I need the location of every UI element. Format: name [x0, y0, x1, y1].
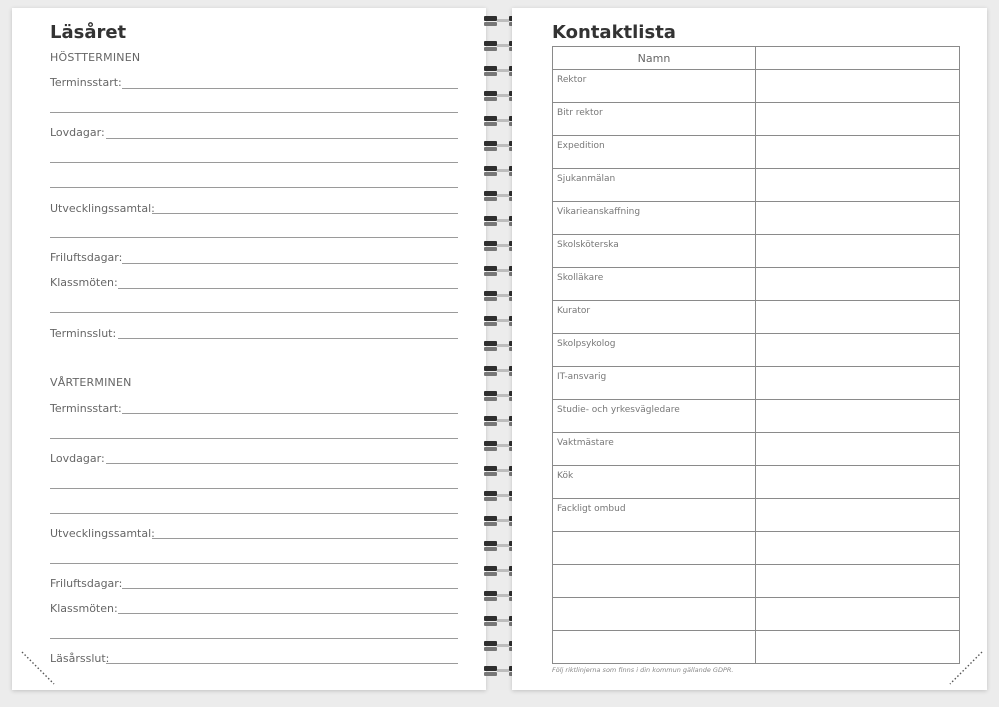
table-row: [553, 433, 960, 466]
contact-role-cell: Vaktmästare: [553, 433, 756, 466]
autumn-development-talks-line[interactable]: [152, 213, 458, 214]
page-title: Läsåret: [50, 22, 127, 43]
contact-value-cell[interactable]: [756, 532, 960, 565]
contact-role-cell: Fackligt ombud: [553, 499, 756, 532]
contact-value-cell[interactable]: [756, 202, 960, 235]
spring-term-start-label: Terminsstart:: [50, 402, 122, 415]
autumn-term-start-label: Terminsstart:: [50, 76, 122, 89]
spring-development-talks-line[interactable]: [152, 538, 458, 539]
contact-value-cell[interactable]: [756, 433, 960, 466]
contact-role-cell: Kök: [553, 466, 756, 499]
contact-value-cell[interactable]: [756, 136, 960, 169]
autumn-holidays-label: Lovdagar:: [50, 126, 105, 139]
table-row: [553, 70, 960, 103]
autumn-development-talks-label: Utvecklingssamtal:: [50, 202, 155, 215]
right-page: [512, 8, 987, 690]
contact-role-cell: [553, 598, 756, 631]
table-row: [553, 400, 960, 433]
spring-holidays-line[interactable]: [106, 463, 458, 464]
contact-value-cell[interactable]: [756, 466, 960, 499]
writing-line[interactable]: [50, 162, 458, 163]
table-row: [553, 268, 960, 301]
spring-outdoor-days-line[interactable]: [122, 588, 458, 589]
column-header-blank: [756, 47, 960, 70]
contact-role-cell: Skolläkare: [553, 268, 756, 301]
contact-value-cell[interactable]: [756, 400, 960, 433]
writing-line[interactable]: [50, 312, 458, 313]
writing-line[interactable]: [50, 438, 458, 439]
writing-line[interactable]: [50, 488, 458, 489]
table-row: [553, 631, 960, 664]
contact-role-cell: IT-ansvarig: [553, 367, 756, 400]
writing-line[interactable]: [50, 237, 458, 238]
table-row: [553, 499, 960, 532]
page-title: Kontaktlista: [552, 22, 676, 43]
contact-value-cell[interactable]: [756, 598, 960, 631]
table-row: [553, 565, 960, 598]
spring-class-meetings-line[interactable]: [118, 613, 458, 614]
spring-class-meetings-label: Klassmöten:: [50, 602, 118, 615]
table-row: [553, 598, 960, 631]
contact-value-cell[interactable]: [756, 169, 960, 202]
autumn-heading: HÖSTTERMINEN: [50, 51, 141, 64]
contact-value-cell[interactable]: [756, 499, 960, 532]
contact-role-cell: Sjukanmälan: [553, 169, 756, 202]
spring-term-start-line[interactable]: [122, 413, 458, 414]
spring-development-talks-label: Utvecklingssamtal:: [50, 527, 155, 540]
contact-value-cell[interactable]: [756, 631, 960, 664]
contact-value-cell[interactable]: [756, 301, 960, 334]
contact-role-cell: Bitr rektor: [553, 103, 756, 136]
spring-holidays-label: Lovdagar:: [50, 452, 105, 465]
contact-role-cell: Vikarieanskaffning: [553, 202, 756, 235]
contact-role-cell: Studie- och yrkesvägledare: [553, 400, 756, 433]
writing-line[interactable]: [50, 563, 458, 564]
autumn-term-start-line[interactable]: [122, 88, 458, 89]
contact-value-cell[interactable]: [756, 235, 960, 268]
table-row: [553, 532, 960, 565]
writing-line[interactable]: [50, 638, 458, 639]
writing-line[interactable]: [50, 513, 458, 514]
contact-value-cell[interactable]: [756, 367, 960, 400]
contact-value-cell[interactable]: [756, 103, 960, 136]
contact-role-cell: Kurator: [553, 301, 756, 334]
autumn-term-end-line[interactable]: [118, 338, 458, 339]
table-row: [553, 103, 960, 136]
autumn-outdoor-days-line[interactable]: [122, 263, 458, 264]
table-row: [553, 466, 960, 499]
contact-role-cell: Skolpsykolog: [553, 334, 756, 367]
table-row: [553, 169, 960, 202]
spring-year-end-label: Läsårsslut:: [50, 652, 110, 665]
table-row: [553, 235, 960, 268]
table-row: [553, 136, 960, 169]
table-row: [553, 202, 960, 235]
contact-role-cell: Expedition: [553, 136, 756, 169]
contact-table: [552, 46, 960, 664]
contact-role-cell: [553, 532, 756, 565]
table-row: [553, 367, 960, 400]
autumn-term-end-label: Terminsslut:: [50, 327, 117, 340]
page-corner-perforation-icon: [946, 648, 984, 686]
table-row: [553, 334, 960, 367]
contact-value-cell[interactable]: [756, 565, 960, 598]
column-header-name: Namn: [553, 47, 756, 70]
writing-line[interactable]: [50, 187, 458, 188]
contact-role-cell: [553, 565, 756, 598]
contact-value-cell[interactable]: [756, 334, 960, 367]
table-row: [553, 301, 960, 334]
left-page: [12, 8, 486, 690]
contact-value-cell[interactable]: [756, 70, 960, 103]
spring-outdoor-days-label: Friluftsdagar:: [50, 577, 123, 590]
autumn-outdoor-days-label: Friluftsdagar:: [50, 251, 123, 264]
contact-value-cell[interactable]: [756, 268, 960, 301]
contact-role-cell: Skolsköterska: [553, 235, 756, 268]
spring-year-end-line[interactable]: [106, 663, 458, 664]
writing-line[interactable]: [50, 112, 458, 113]
page-corner-perforation-icon: [20, 648, 58, 686]
autumn-class-meetings-line[interactable]: [118, 288, 458, 289]
footnote: Följ riktlinjerna som finns i din kommun gällande GDPR.: [552, 666, 734, 674]
contact-role-cell: [553, 631, 756, 664]
autumn-holidays-line[interactable]: [106, 138, 458, 139]
contact-role-cell: Rektor: [553, 70, 756, 103]
spring-heading: VÅRTERMINEN: [50, 376, 132, 389]
autumn-class-meetings-label: Klassmöten:: [50, 276, 118, 289]
